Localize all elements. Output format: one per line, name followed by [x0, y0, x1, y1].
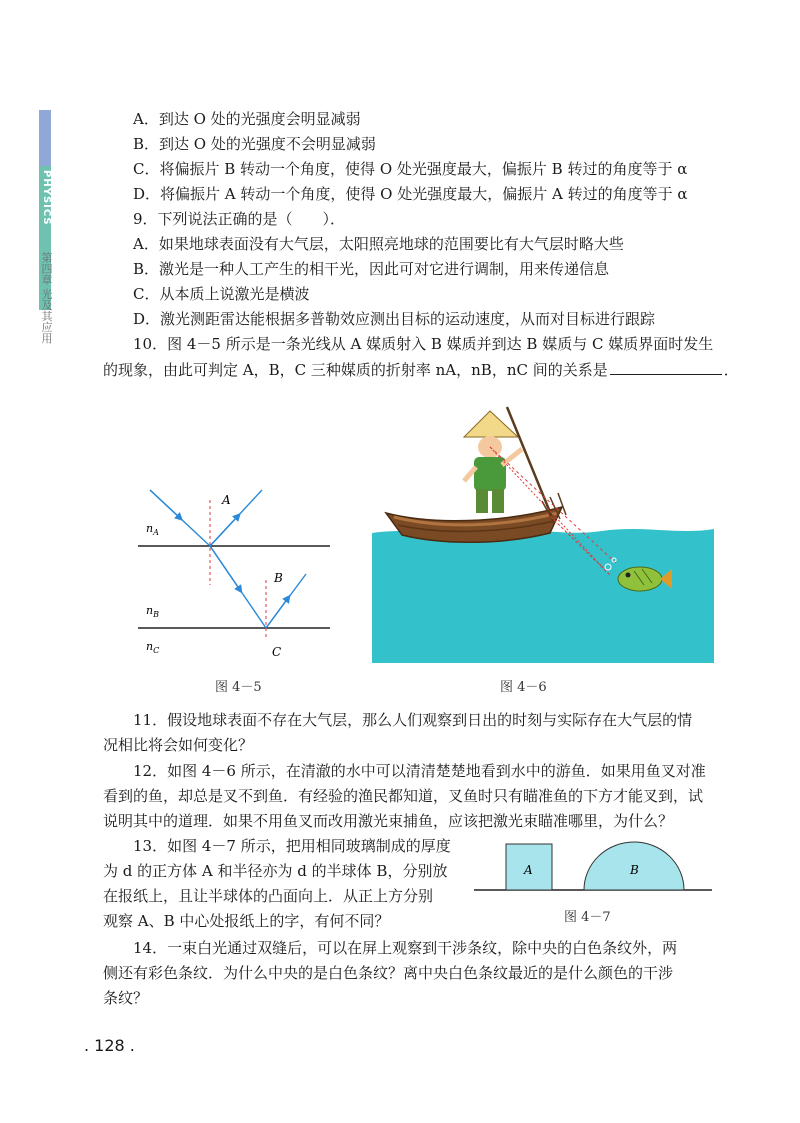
- q12-line2: 看到的鱼，却总是叉不到鱼．有经验的渔民都知道，叉鱼时只有瞄准鱼的下方才能叉到，试: [103, 787, 704, 805]
- label-nc: $n_C$: [146, 640, 160, 655]
- q13-line3: 在报纸上，且让半球体的凸面向上．从正上方分别: [103, 887, 434, 905]
- water: [372, 529, 714, 663]
- option-b: B．到达 O 处的光强度不会明显减弱: [133, 135, 376, 153]
- label-a: A: [222, 493, 231, 507]
- figure-4-6: [372, 405, 714, 663]
- label-nb: $n_B$: [146, 604, 159, 619]
- q13-line4: 观察 A、B 中心处报纸上的字，有何不同？: [103, 912, 390, 930]
- fig47-caption: 图 4－7: [564, 910, 611, 925]
- q11-line2: 况相比将会如何变化？: [103, 736, 254, 754]
- q14-line2: 侧还有彩色条纹．为什么中央的是白色条纹？离中央白色条纹最近的是什么颜色的干涉: [103, 964, 674, 982]
- figure-4-7: [472, 838, 714, 894]
- fisherman-body: [474, 457, 506, 491]
- page-number: . 128 .: [84, 1036, 135, 1055]
- cube-label: A: [524, 863, 533, 877]
- q11-line1: 11．假设地球表面不存在大气层，那么人们观察到日出的时刻与实际存在大气层的情: [133, 711, 693, 729]
- option-d: D．将偏振片 A 转动一个角度，使得 O 处光强度最大，偏振片 A 转过的角度等于 α: [133, 185, 688, 203]
- q9-option-c: C．从本质上说激光是横波: [133, 285, 310, 303]
- q13-line1: 13．如图 4－7 所示，把用相同玻璃制成的厚度: [133, 837, 451, 855]
- q12-line1: 12．如图 4－6 所示，在清澈的水中可以清清楚楚地看到水中的游鱼．如果用鱼叉对准: [133, 762, 706, 780]
- side-chapter-label: 第四章 光及其应用: [40, 252, 53, 344]
- answer-blank[interactable]: [610, 360, 722, 375]
- hemisphere-label: B: [630, 863, 639, 877]
- q14-line1: 14．一束白光通过双缝后，可以在屏上观察到干涉条纹，除中央的白色条纹外，两: [133, 939, 678, 957]
- q9-option-b: B．激光是一种人工产生的相干光，因此可对它进行调制，用来传递信息: [133, 260, 610, 278]
- label-c: C: [272, 645, 282, 659]
- q14-line3: 条纹？: [103, 989, 149, 1007]
- q9-option-d: D．激光测距雷达能根据多普勒效应测出目标的运动速度，从而对目标进行跟踪: [133, 310, 656, 328]
- fig46-caption: 图 4－6: [500, 680, 547, 695]
- q12-line3: 说明其中的道理．如果不用鱼叉而改用激光束捕鱼，应该把激光束瞄准哪里，为什么？: [103, 812, 674, 830]
- q9-stem: 9．下列说法正确的是（ ）．: [133, 210, 346, 228]
- fig45-caption: 图 4－5: [215, 680, 262, 695]
- side-physics-label: PHYSICS: [41, 170, 52, 226]
- q10-line2: 的现象，由此可判定 A，B，C 三种媒质的折射率 nA，nB，nC 间的关系是 ．: [103, 361, 739, 379]
- q13-line2: 为 d 的正方体 A 和半径亦为 d 的半球体 B，分别放: [103, 862, 448, 880]
- q9-option-a: A．如果地球表面没有大气层，太阳照亮地球的范围要比有大气层时略大些: [133, 235, 624, 253]
- label-b: B: [274, 571, 283, 585]
- label-na: $n_A$: [146, 522, 159, 537]
- option-a: A．到达 O 处的光强度会明显减弱: [133, 110, 361, 128]
- option-c: C．将偏振片 B 转动一个角度，使得 O 处光强度最大，偏振片 B 转过的角度等于 α: [133, 160, 688, 178]
- q10-line1: 10．图 4－5 所示是一条光线从 A 媒质射入 B 媒质并到达 B 媒质与 C 媒质界面时发生: [133, 335, 714, 353]
- figure-4-5: [138, 480, 338, 670]
